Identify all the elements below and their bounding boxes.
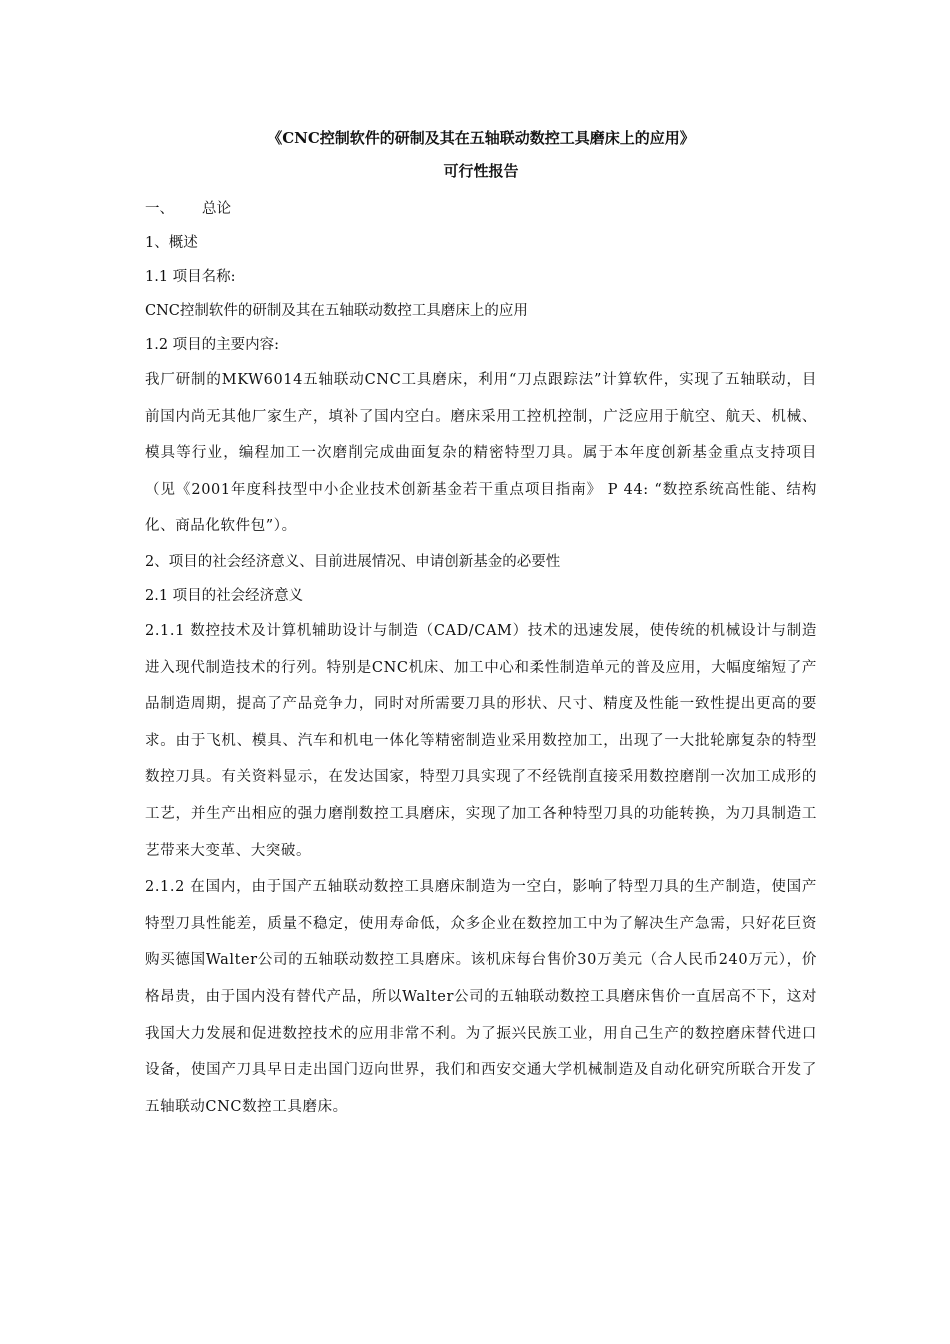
document-title: 《CNC控制软件的研制及其在五轴联动数控工具磨床上的应用》 bbox=[267, 129, 695, 147]
heading-main-content: 1.2 项目的主要内容: bbox=[145, 337, 280, 353]
heading-overview: 1、概述 bbox=[145, 235, 198, 251]
heading-significance: 2、项目的社会经济意义、目前进展情况、申请创新基金的必要性 bbox=[145, 553, 561, 570]
project-name-text: CNC控制软件的研制及其在五轴联动数控工具磨床上的应用 bbox=[145, 303, 528, 319]
document-subtitle: 可行性报告 bbox=[443, 162, 519, 180]
paragraph-main-content: 我厂研制的MKW6014五轴联动CNC工具磨床，利用“刀点跟踪法”计算软件，实现了五轴联动，目前国内尚无其他厂家生产，填补了国内空白。磨床采用工控机控制，广泛应用于航空、航天、机械、模具等行业，编程加工一次磨削完成曲面复杂的精密特型刀具。属于本年度创新基金重点支持项目（见《2001年度科技型中小企业技术创新基金若干重点项目指南》 P 44: “数控系统高性能、结构化、商品化软件包”）。 bbox=[145, 372, 817, 535]
paragraph-2-1-1: 2.1.1 数控技术及计算机辅助设计与制造（CAD/CAM）技术的迅速发展，使传统的机械设计与制造进入现代制造技术的行列。特别是CNC机床、加工中心和柔性制造单元的普及应用，大幅度缩短了产品制造周期，提高了产品竞争力，同时对所需要刀具的形状、尺寸、精度及性能一致性提出更高的要求。由于飞机、模具、汽车和机电一体化等精密制造业采用数控加工，出现了一大批轮廓复杂的特型数控刀具。有关资料显示，在发达国家，特型刀具实现了不经铣削直接采用数控磨削一次加工成形的工艺，并生产出相应的强力磨削数控工具磨床，实现了加工各种特型刀具的功能转换，为刀具制造工艺带来大变革、大突破。 bbox=[145, 622, 817, 859]
section-heading-general bbox=[145, 192, 817, 226]
document-body bbox=[145, 122, 817, 1125]
heading-social-economic: 2.1 项目的社会经济意义 bbox=[145, 587, 304, 604]
section-number: 一、 bbox=[145, 201, 174, 217]
heading-project-name: 1.1 项目名称: bbox=[145, 269, 236, 285]
section-title: 总论 bbox=[202, 201, 231, 217]
paragraph-2-1-2: 2.1.2 在国内，由于国产五轴联动数控工具磨床制造为一空白，影响了特型刀具的生产制造，使国产特型刀具性能差，质量不稳定，使用寿命低，众多企业在数控加工中为了解决生产急需，只好花巨资购买德国Walter公司的五轴联动数控工具磨床。该机床每台售价30万美元（合人民币240万元），价格昂贵，由于国内没有替代产品，所以Walter公司的五轴联动数控工具磨床售价一直居高不下，这对我国大力发展和促进数控技术的应用非常不利。为了振兴民族工业，用自己生产的数控磨床替代进口设备，使国产刀具早日走出国门迈向世界，我们和西安交通大学机械制造及自动化研究所联合开发了五轴联动CNC数控工具磨床。 bbox=[145, 879, 817, 1115]
